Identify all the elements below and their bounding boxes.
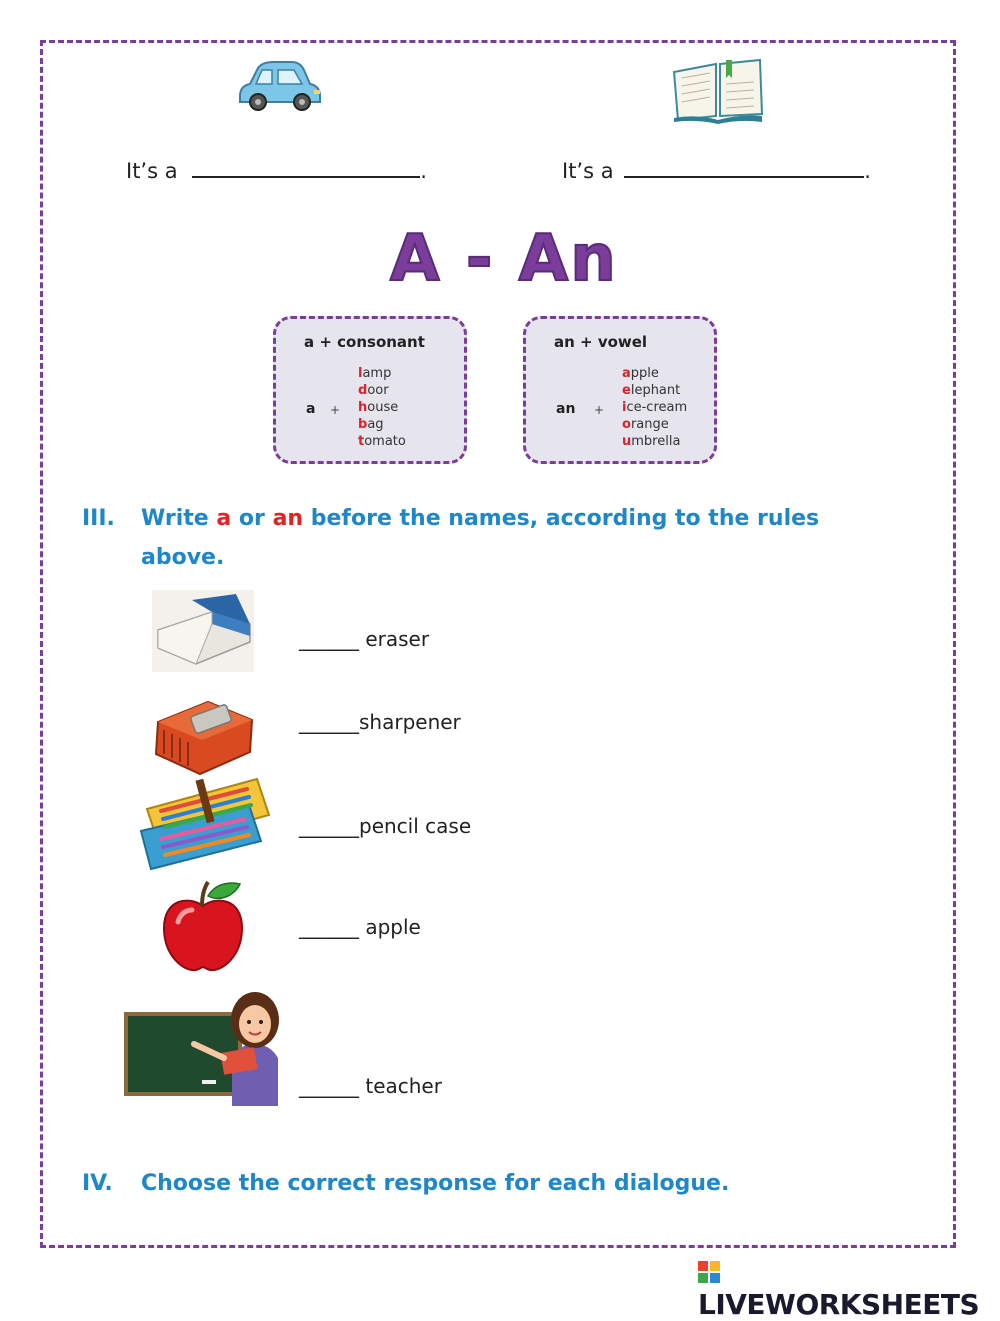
consonant-rule-prefix: a <box>306 401 316 417</box>
vowel-word: orange <box>622 417 669 432</box>
consonant-word: house <box>358 400 399 415</box>
sentence-left-prefix: It’s a <box>126 159 178 183</box>
consonant-word: tomato <box>358 434 406 449</box>
pencil-case-icon <box>137 775 273 873</box>
vowel-word: elephant <box>622 383 681 398</box>
consonant-rule-heading: a + consonant <box>304 333 425 351</box>
sentence-right-suffix: . <box>864 159 871 183</box>
sentence-left-suffix: . <box>420 159 427 183</box>
consonant-word: bag <box>358 417 384 432</box>
item-sharpener[interactable]: ______sharpener <box>299 710 461 734</box>
book-icon <box>670 56 766 124</box>
section-4-instruction: Choose the correct response for each dialogue. <box>141 1171 730 1196</box>
vowel-word: ice-cream <box>622 400 688 415</box>
blank-left[interactable] <box>192 158 420 178</box>
consonant-word-list <box>358 365 406 450</box>
vowel-rule-plus: + <box>594 403 605 417</box>
blank-right[interactable] <box>624 158 864 178</box>
sentence-left <box>126 158 427 183</box>
section-4-number: IV. <box>82 1171 113 1196</box>
section-3-instruction: Write a or an before the names, according to the rules <box>141 506 820 531</box>
liveworksheets-logo-icon <box>698 1261 720 1283</box>
vowel-word-list <box>622 365 687 450</box>
vowel-word: apple <box>622 366 659 381</box>
sharpener-icon <box>152 696 256 778</box>
vowel-rule-heading: an + vowel <box>554 333 648 351</box>
apple-icon <box>160 878 246 974</box>
sentence-right <box>562 158 871 183</box>
liveworksheets-logo-text: LIVEWORKSHEETS <box>698 1288 980 1321</box>
item-eraser[interactable]: ______ eraser <box>299 627 430 651</box>
section-3-instruction-cont: above. <box>141 545 225 570</box>
consonant-word: lamp <box>358 366 392 381</box>
teacher-icon <box>124 974 282 1106</box>
item-apple[interactable]: ______ apple <box>299 915 421 939</box>
car-icon <box>234 58 324 114</box>
word-an: an <box>272 506 304 531</box>
sentence-right-prefix: It’s a <box>562 159 614 183</box>
consonant-rule-plus: + <box>330 403 341 417</box>
item-pencil-case[interactable]: ______pencil case <box>299 814 472 838</box>
section-3-number: III. <box>82 506 115 531</box>
eraser-icon <box>152 590 254 672</box>
vowel-word: umbrella <box>622 434 681 449</box>
vowel-rule-prefix: an <box>556 401 576 417</box>
item-teacher[interactable]: ______ teacher <box>299 1074 442 1098</box>
consonant-word: door <box>358 383 389 398</box>
rules-title: A - An <box>390 222 618 296</box>
vowel-rule-box <box>523 316 717 464</box>
consonant-rule-box <box>273 316 467 464</box>
word-a: a <box>216 506 232 531</box>
liveworksheets-logo <box>698 1255 1000 1321</box>
